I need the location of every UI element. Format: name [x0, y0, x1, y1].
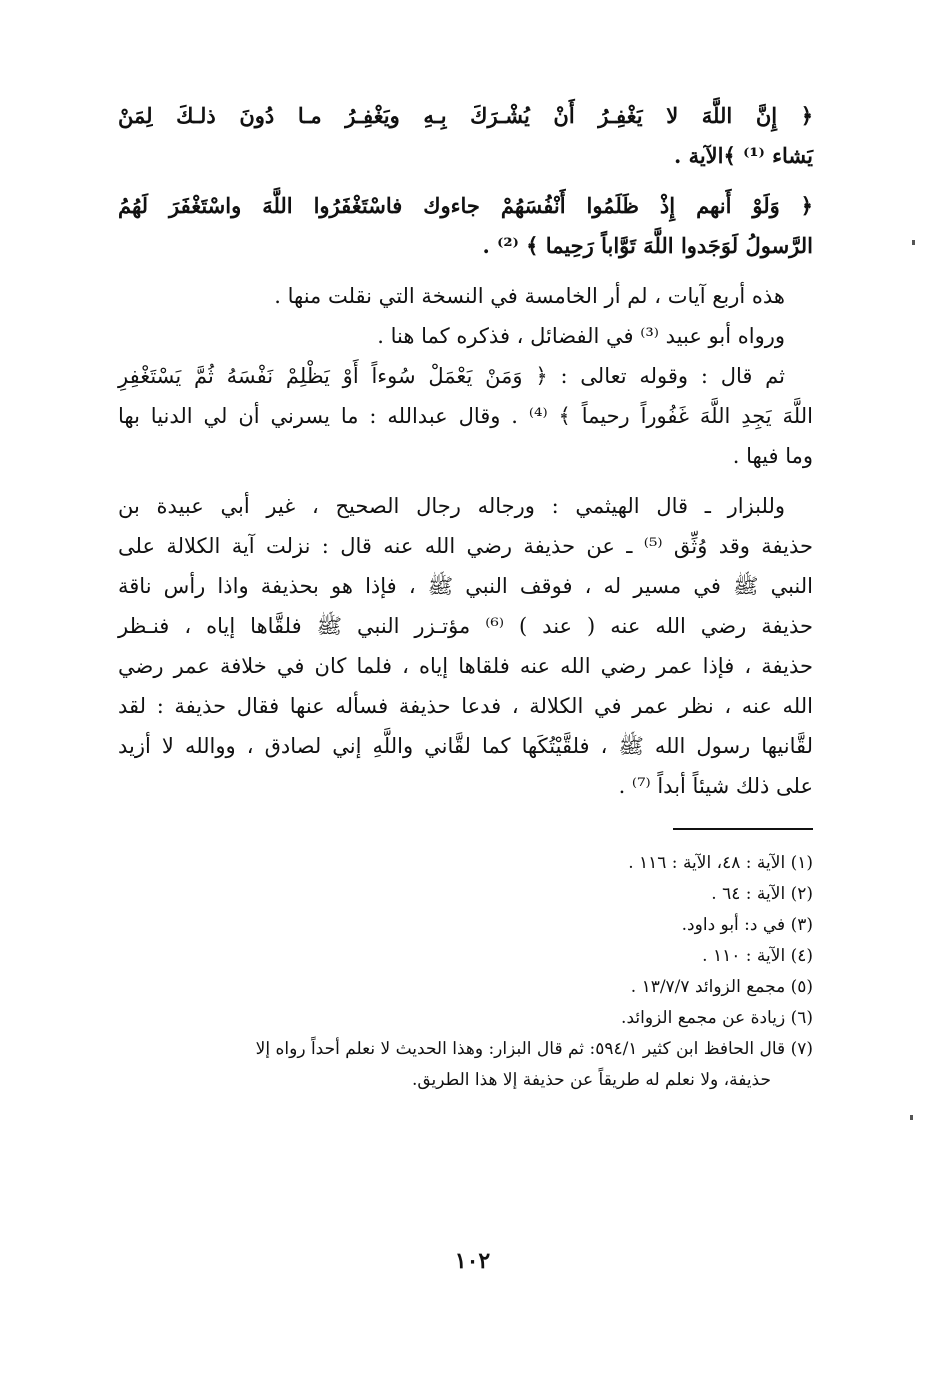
verse-line: ﴿ وَلَوْ أَنهم إِذْ ظَلَمُوا أَنْفُسَهُمْ جاءوك فاسْتَغْفَرُوا اللَّهَ واسْتَغْفَرَ لَهُمُ	[118, 193, 813, 218]
footnote: (٧) قال الحافظ ابن كثير ٥٩٤/١: ثم قال البزار: وهذا الحديث لا نعلم أحداً رواه إلا	[255, 1039, 813, 1059]
paragraph-2	[118, 486, 813, 806]
footnotes	[118, 848, 813, 1096]
footnote: (٦) زيادة عن مجمع الزوائد.	[621, 1008, 813, 1028]
scan-speck	[910, 1115, 913, 1120]
text-line: ثم قال : وقوله تعالى : ﴿ وَمَنْ يَعْمَلْ سُوءاً أَوْ يَظْلِمْ نَفْسَهُ ثُمَّ يَسْتَغْفِرِ	[118, 364, 785, 388]
page-body	[118, 96, 813, 1096]
text-line: النبي ﷺ في مسير له ، فوقف النبي ﷺ ، فإذا هو بحذيفة واذا رأس ناقة	[118, 574, 813, 598]
text-line: لقَّانيها رسول الله ﷺ ، فلقَّيْتُكَها كما لقَّاني واللَّهِ إني لصادق ، ووالله لا أزيد	[118, 734, 813, 758]
footnote-divider	[673, 828, 813, 830]
verse-line: ﴿ إِنَّ اللَّهَ لا يَغْفِـرُ أَنْ يُشْـرَكَ بِـهِ ويَغْفِـرُ مـا دُونَ ذلـكَ لِمَنْ	[118, 103, 813, 128]
text-line: اللَّهَ يَجِدِ اللَّهَ غَفُوراً رحيماً ﴾ ⁽⁴⁾ . وقال عبدالله : ما يسرني أن لي الدنيا بها	[118, 404, 813, 428]
footnote: (٣) في د: أبو داود.	[681, 915, 813, 935]
text-line: حذيفة وقد وُثِّق ⁽⁵⁾ ـ عن حذيفة رضي الله عنه قال : نزلت آية الكلالة على	[118, 534, 813, 558]
page-number: ١٠٢	[454, 1248, 491, 1274]
quran-verse-1	[118, 96, 813, 176]
footnote: (٤) الآية : ١١٠ .	[702, 946, 813, 966]
text-line: الله عنه ، نظر عمر في الكلالة ، فدعا حذيفة فسأله عنها فقال حذيفة : لقد	[118, 694, 813, 718]
verse-line: يَشاء ⁽¹⁾ ﴾الآية .	[673, 143, 813, 168]
footnote: (٥) مجمع الزوائد ١٣/٧/٧ .	[630, 977, 813, 997]
text-line: وما فيها .	[732, 444, 813, 468]
footnote: (١) الآية : ٤٨، الآية : ١١٦ .	[628, 853, 813, 873]
paragraph-1	[118, 276, 813, 476]
scan-speck	[912, 240, 915, 245]
text-line: وللبزار ـ قال الهيثمي : ورجاله رجال الصحيح ، غير أبي عبيدة بن	[118, 494, 785, 518]
text-line: حذيفة ، فإذا عمر رضي الله عنه فلقاها إياه ، فلما كان في خلافة عمر رضي	[118, 654, 813, 678]
text-line: حذيفة رضي الله عنه ( عند ) ⁽⁶⁾ مؤتـزر النبي ﷺ فلقَّاها إياه ، فنـظر	[118, 614, 813, 638]
footnote: (٢) الآية : ٦٤ .	[711, 884, 813, 904]
text-line: ورواه أبو عبيد ⁽³⁾ في الفضائل ، فذكره كما هنا .	[377, 324, 785, 348]
footnote-continuation: حذيفة، ولا نعلم له طريقاً عن حذيفة إلا هذا الطريق.	[411, 1070, 771, 1090]
verse-line: الرَّسولُ لَوَجَدوا اللَّهَ تَوَّاباً رَحِيما ﴾ ⁽²⁾ .	[482, 233, 813, 258]
quran-verse-2	[118, 186, 813, 266]
text-line: هذه أربع آيات ، لم أر الخامسة في النسخة التي نقلت منها .	[274, 284, 785, 308]
text-line: على ذلك شيئاً أبداً ⁽⁷⁾ .	[618, 774, 813, 798]
